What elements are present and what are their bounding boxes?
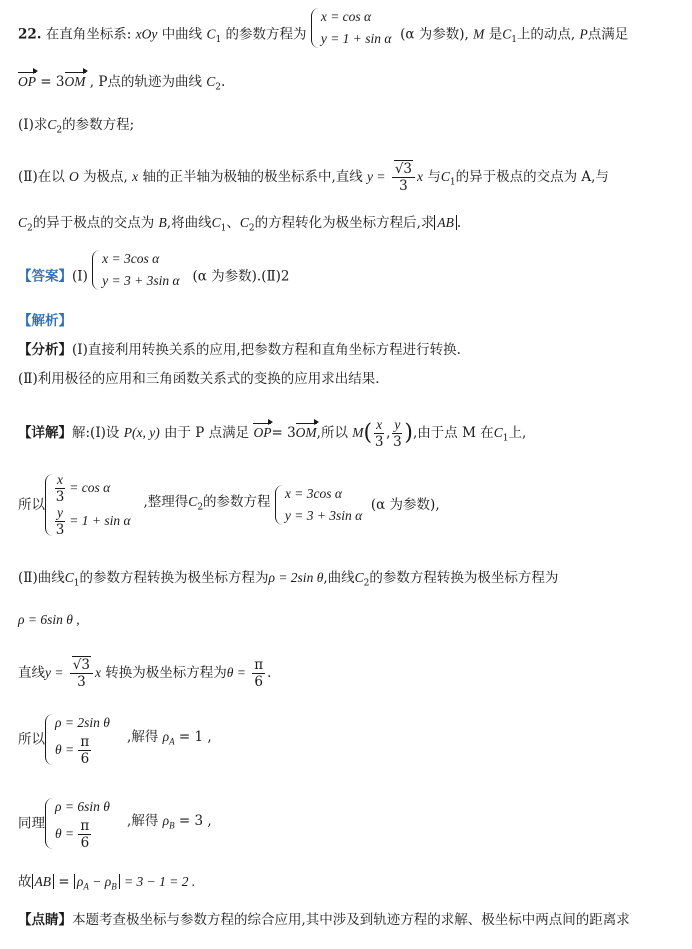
text: 为极点,	[83, 169, 128, 185]
text: 直线	[18, 665, 45, 681]
num: y	[394, 417, 401, 432]
problem-line-2	[18, 72, 678, 98]
vector-op: OP	[253, 423, 271, 443]
math: θ =	[55, 826, 75, 841]
text: (Ⅰ)	[72, 268, 88, 285]
text: = 1 ,	[178, 729, 212, 746]
detail-label: 【详解】	[18, 425, 72, 441]
detail-suoyi	[18, 472, 678, 538]
sys-row: x = 3cos α	[102, 251, 160, 266]
detail-rho6	[18, 610, 678, 630]
detail-system-4-line	[18, 796, 678, 851]
sub: A	[169, 736, 175, 747]
math-x: x	[94, 665, 101, 680]
fenxi-label: 【分析】	[18, 342, 72, 358]
math-c: C	[354, 570, 364, 585]
text: 是	[488, 26, 503, 43]
den: 3	[77, 674, 86, 690]
text: (Ⅰ)求	[18, 117, 48, 133]
sub: 1	[73, 578, 80, 589]
detail-line-polar: 直线y = $\frac{√3}{3}$ x 转换为极坐标方程为θ = $\frac{\pi}{6}$ .	[18, 657, 272, 690]
math-c: C	[493, 425, 503, 440]
sub: 1	[502, 433, 509, 444]
sub: B	[111, 881, 117, 892]
math-c: C	[239, 215, 249, 230]
abs-ab: AB	[32, 874, 55, 889]
text: = 3	[40, 74, 65, 90]
text: (α 为参数),	[370, 497, 440, 513]
vector-om: OM	[65, 72, 86, 92]
fenxi-line-1	[18, 340, 678, 360]
detail-part-2-line-1	[18, 568, 678, 594]
text: 的方程转化为极坐标方程后,求	[254, 215, 435, 231]
detail-system-3	[45, 712, 110, 767]
sub: 2	[56, 125, 63, 136]
sub: 2	[215, 82, 222, 93]
math-x: x	[417, 169, 424, 184]
fraction	[374, 417, 384, 450]
math-x: x	[132, 169, 139, 184]
sub: 2	[197, 502, 204, 513]
problem-part-2-line-2	[18, 213, 678, 239]
detail-final	[18, 872, 678, 897]
text: (α 为参数).(Ⅱ)2	[192, 268, 290, 285]
text: 本题考查极坐标与参数方程的综合应用,其中涉及到轨迹方程的求解、极坐标中两点间的距离求	[72, 912, 630, 928]
math-b: B	[158, 215, 167, 230]
sub: B	[169, 820, 175, 831]
sub: 2	[363, 578, 370, 589]
problem-number: 22.	[18, 26, 42, 43]
text: = 3	[271, 425, 296, 441]
math: y =	[367, 169, 386, 184]
text: ,所以	[316, 425, 348, 441]
text: 的参数方程转换为极坐标方程为	[79, 570, 269, 586]
text: 中曲线	[161, 26, 203, 43]
text: 的参数方程	[203, 494, 271, 511]
den: 3	[399, 178, 408, 194]
text: , P点的轨迹为曲线	[89, 74, 202, 90]
num: π	[80, 734, 90, 750]
math-c: C	[206, 26, 216, 42]
sys-row: y = 3 + 3sin α	[102, 273, 180, 288]
text: 的参数方程转换为极坐标方程为	[369, 570, 559, 586]
math-c: C	[211, 215, 221, 230]
math: θ =	[55, 742, 75, 757]
text: = 3 − 1 = 2 .	[124, 874, 196, 889]
text: −	[92, 874, 102, 889]
detail-line-1: 【详解】解:(Ⅰ)设 P(x, y) 由于 P 点满足 OP= 3OM,所以 M( $\frac{x}{3}$ , $\frac{y}{3}$ ),由于点 M 在$C_1$上,	[18, 417, 527, 450]
sys-row: x = cos α	[320, 9, 372, 24]
math: y =	[45, 665, 64, 680]
text: ,将曲线	[166, 215, 212, 231]
math-c: C	[188, 494, 198, 510]
math-c: C	[206, 74, 216, 89]
answer-line	[18, 251, 678, 292]
text: 的异于极点的交点为	[32, 215, 155, 231]
math-p: P	[579, 26, 588, 42]
math: ρ = 6sin θ ,	[18, 612, 80, 627]
text: 转换为极坐标方程为	[105, 665, 227, 681]
text: 的参数方程;	[62, 117, 135, 133]
problem-part-2-line-1	[18, 161, 678, 194]
fraction	[392, 417, 402, 450]
text: 上的动点,	[516, 26, 576, 43]
text: ,曲线	[323, 570, 355, 586]
detail-system-3-line	[18, 712, 678, 767]
math-c: C	[47, 117, 57, 132]
sub: A	[83, 881, 89, 892]
den: 3	[374, 434, 384, 450]
sub: 2	[248, 223, 255, 234]
den: 3	[55, 489, 65, 505]
dianjing-label: 【点睛】	[18, 912, 72, 928]
math: ρ	[76, 874, 84, 889]
text: (Ⅰ)直接利用转换关系的应用,把参数方程和直角坐标方程进行转换.	[72, 342, 461, 358]
text: 轴的正半轴为极轴的极坐标系中,直线	[142, 169, 363, 185]
analysis-label-line	[18, 311, 678, 331]
text: ,整理得	[143, 494, 189, 511]
math-c: C	[18, 215, 28, 230]
text: 故	[18, 874, 32, 890]
abs-rho-diff	[74, 874, 120, 892]
text: (α 为参数),	[400, 26, 469, 43]
den: 3	[55, 522, 65, 538]
den: 6	[80, 835, 90, 851]
text: 点满足	[587, 26, 629, 43]
text: 所以	[18, 497, 45, 513]
text: (Ⅱ)利用极径的应用和三角函数关系式的变换的应用求出结果.	[18, 371, 380, 387]
sys-row: y = 1 + sin α	[320, 31, 392, 46]
num: x	[57, 472, 63, 487]
text: = 3 ,	[178, 813, 212, 830]
math: ρ	[104, 874, 112, 889]
problem-part-1	[18, 115, 678, 141]
text: (Ⅱ)在以	[18, 169, 65, 185]
text: =	[58, 874, 70, 890]
vector-om: OM	[296, 423, 317, 443]
math-m: M	[473, 26, 485, 42]
detail-system-4	[45, 796, 110, 851]
analysis-label: 【解析】	[18, 313, 72, 329]
answer-system	[92, 248, 179, 292]
fenxi-line-2	[18, 369, 678, 389]
text: 同理	[18, 815, 45, 832]
math: ρ	[162, 729, 170, 745]
math-m: M	[352, 425, 364, 440]
math-c: C	[64, 570, 74, 585]
answer-label: 【答案】	[18, 268, 72, 285]
text: 上,	[508, 425, 527, 441]
num: π	[80, 818, 90, 834]
text: = 1 + sin α	[69, 513, 131, 528]
text: 与	[427, 169, 441, 185]
den: 6	[254, 674, 263, 690]
math: θ =	[226, 665, 246, 680]
num: π	[254, 657, 264, 673]
sys-row: y = 3 + 3sin α	[284, 508, 363, 523]
den: 3	[393, 434, 402, 450]
math-c: C	[502, 26, 512, 42]
sqrt: √3	[72, 657, 90, 673]
sub: 1	[215, 35, 222, 46]
math-xoy: xOy	[135, 26, 158, 42]
text: (Ⅱ)曲线	[18, 570, 65, 586]
text: ,由于点 M 在	[413, 425, 494, 441]
sys-row: ρ = 6sin θ	[55, 799, 110, 814]
system-c1	[311, 6, 392, 50]
abs-ab: AB	[434, 215, 457, 230]
dianjing-line	[18, 910, 678, 930]
num: y	[57, 505, 63, 520]
text: .	[456, 215, 462, 231]
text: 的异于极点的交点为 A,与	[455, 169, 609, 185]
sub: 1	[220, 223, 227, 234]
text: 、	[226, 215, 240, 231]
num: x	[376, 417, 383, 432]
text: 解:(Ⅰ)设	[72, 425, 120, 441]
sub: 1	[449, 177, 456, 188]
text: 的参数方程为	[225, 26, 307, 43]
text: 由于 P 点满足	[164, 425, 250, 441]
math-pxy: P(x, y)	[123, 425, 160, 440]
detail-system-1	[45, 472, 131, 538]
text: ,解得	[127, 813, 159, 830]
sub: 1	[511, 35, 517, 46]
problem-line-1	[18, 9, 678, 50]
sys-row: ρ = 2sin θ	[55, 715, 110, 730]
math: ρ = 2sin θ	[268, 570, 324, 585]
text: 在直角坐标系:	[45, 26, 132, 43]
math-o: O	[69, 169, 79, 184]
sub: 2	[27, 223, 33, 234]
text: = cos α	[69, 480, 111, 495]
text: 所以	[18, 731, 45, 748]
vector-op: OP	[18, 72, 36, 92]
den: 6	[80, 751, 90, 767]
math: ρ	[162, 813, 170, 829]
sys-row: x = 3cos α	[284, 486, 342, 501]
text: .	[221, 74, 226, 90]
detail-system-2	[275, 483, 362, 527]
text: ,解得	[127, 729, 159, 746]
sqrt: √3	[394, 161, 413, 177]
math-c: C	[440, 169, 450, 184]
fraction-sqrt3-3	[392, 161, 415, 194]
